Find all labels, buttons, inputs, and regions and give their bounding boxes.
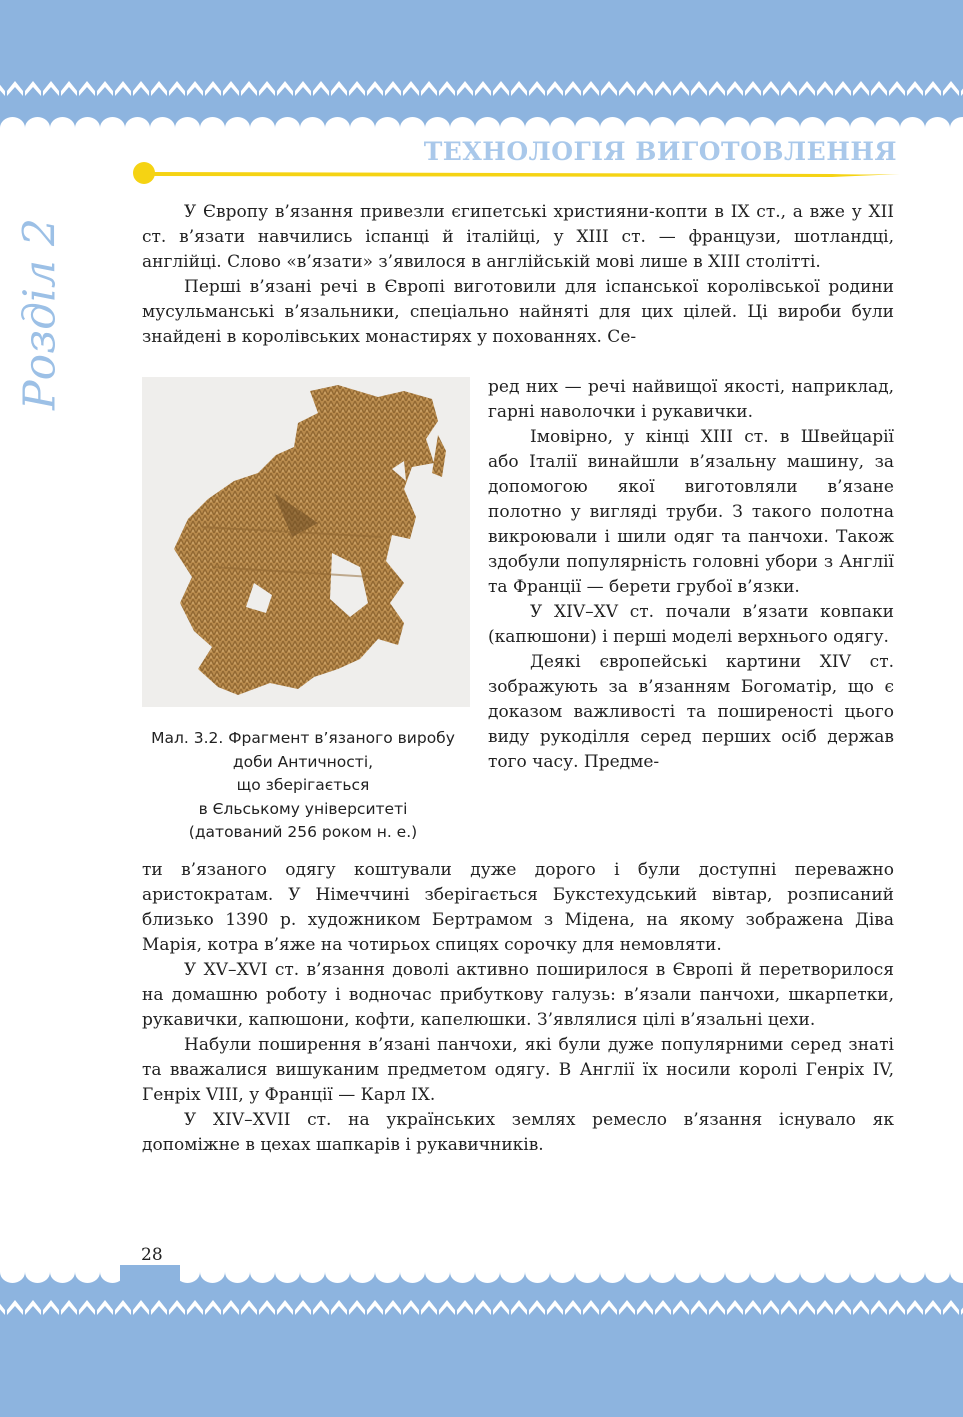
- top-decorative-band: [0, 0, 963, 135]
- bottom-decorative-band: [0, 1265, 963, 1417]
- caption-line: (датований 256 роком н. е.): [188, 823, 418, 841]
- paragraph: У XV–XVI ст. в’язання доволі активно поширилося в Європі й перетворилося на домашню роботу і водночас прибуткову галузь: в’язали панчохи, шкарпетки, рукавички, капюшони, кофти, капелюшки. З’являлися цілі в’язальні цехи.: [142, 960, 894, 1030]
- paragraph: У Європу в’язання привезли єгипетські християни-копти в IX ст., а вже у XII ст. в’язати навчились іспанці й італійці, у XIII ст. — французи, шотландці, англійці. Слово «в’язати» з’явилося в англійській мові лише в XIII столітті.: [142, 202, 894, 272]
- chapter-header-title: ТЕХНОЛОГІЯ ВИГОТОВЛЕННЯ: [423, 137, 897, 166]
- caption-line: що зберігається: [236, 776, 370, 794]
- knitted-fragment-image: [142, 377, 470, 707]
- caption-line: доби Античності,: [232, 752, 374, 771]
- yarn-needle-decoration: [132, 160, 902, 186]
- page-number: 28: [141, 1245, 163, 1265]
- paragraph: У XIV–XV ст. почали в’язати ковпаки (капюшони) і перші моделі верхнього одягу.: [488, 602, 894, 647]
- text-block-side: [488, 375, 894, 775]
- paragraph: Набули поширення в’язані панчохи, які були дуже популярними серед знаті та вважалися вишуканим предметом одягу. В Англії їх носили королі Генріх IV, Генріх VIII, у Франції — Карл IX.: [142, 1035, 894, 1105]
- paragraph: ти в’язаного одягу коштували дуже дорого і були доступні переважно аристократам. У Німеччині зберігається Букстехудський вівтар, розписаний близько 1390 р. художником Бертрамом з Мідена, на якому зображена Діва Марія, котра в’яже на чотирьох спицях сорочку для немовляти.: [142, 860, 894, 955]
- figure-caption: [130, 727, 476, 845]
- paragraph: Перші в’язані речі в Європі виготовили для іспанської королівської родини мусульманські в’язальники, спеціально найняті для цих цілей. Ці вироби були знайдені в королівських монастирях у похованнях. Се-: [142, 277, 894, 347]
- caption-line: в Єльському університеті: [198, 799, 408, 818]
- caption-line: Мал. 3.2. Фрагмент в’язаного виробу: [151, 729, 455, 747]
- paragraph: У XIV–XVII ст. на українських землях ремесло в’язання існувало як допоміжне в цехах шапкарів і рукавичників.: [142, 1110, 894, 1155]
- bottom-lace-pattern: [0, 1265, 963, 1417]
- text-block-main: [142, 858, 894, 1158]
- paragraph: Деякі європейські картини XIV ст. зображують за в’язанням Богоматір, що є доказом важливості та поширеності цього виду рукоділля серед перших осіб держав того часу. Предме-: [488, 652, 894, 772]
- top-lace-pattern: [0, 0, 963, 135]
- paragraph: ред них — речі найвищої якості, наприклад, гарні наволочки і рукавички.: [488, 377, 894, 422]
- knitted-fragment-photo: [142, 377, 470, 707]
- paragraph: Імовірно, у кінці XIII ст. в Швейцарії або Італії винайшли в’язальну машину, за допомогою якої виготовляли в’язане полотно у вигляді труби. З такого полотна викроювали і шили одяг та панчохи. Також здобули популярність головні убори з Англії та Франції — берети грубої в’язки.: [488, 427, 894, 597]
- section-label: Розділ 2: [14, 217, 66, 410]
- text-block-intro: [142, 200, 894, 350]
